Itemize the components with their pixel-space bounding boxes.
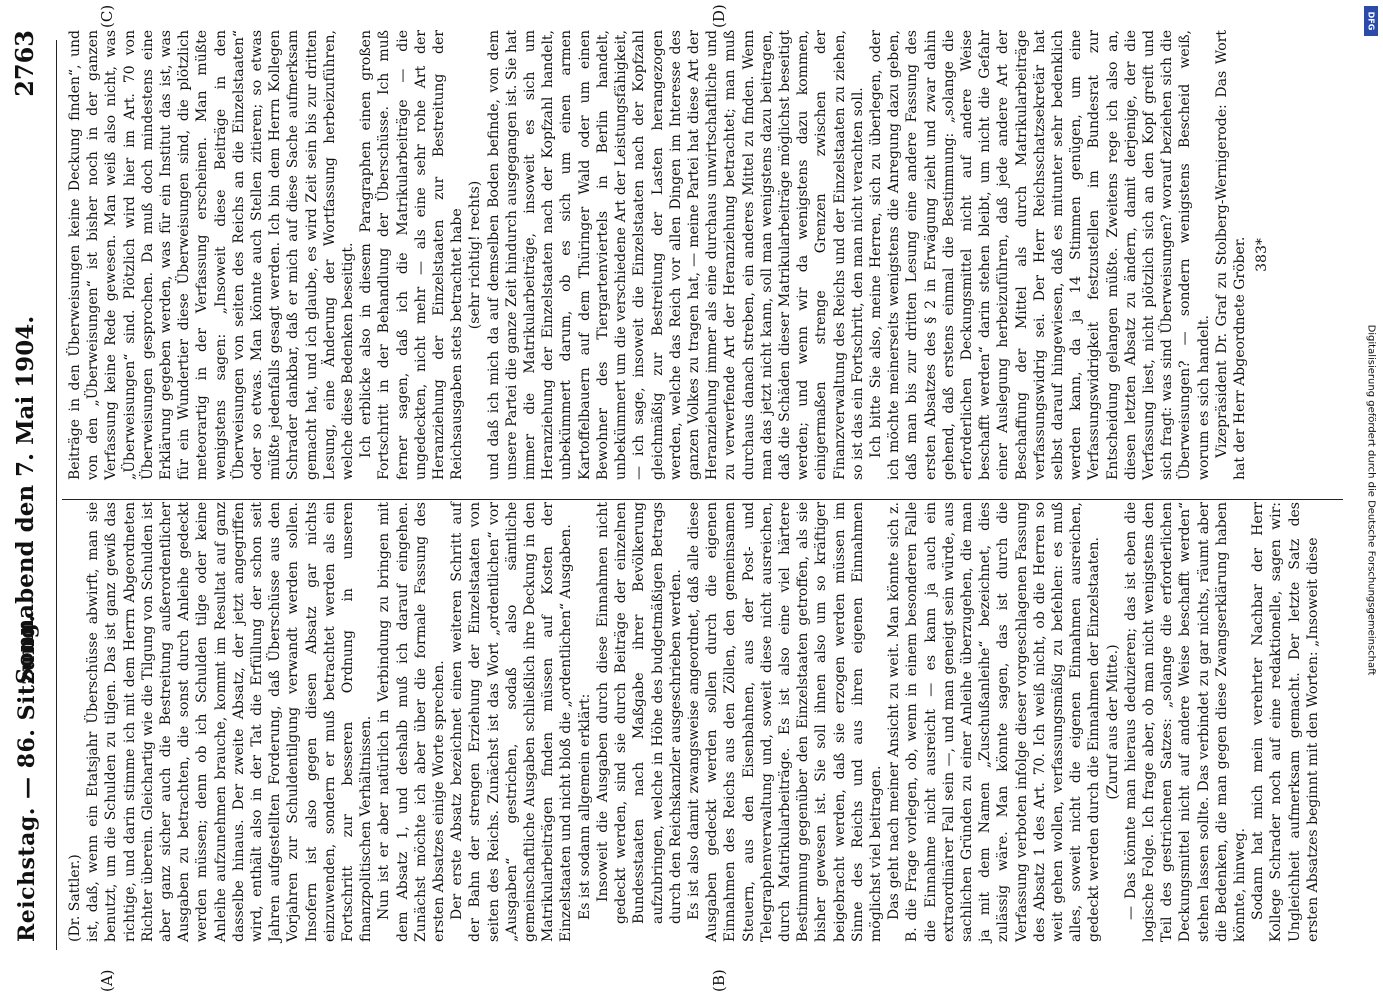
header-date: Sonnabend den 7. Mai 1904. xyxy=(12,315,39,685)
right-column xyxy=(66,30,1271,480)
interjection: (sehr richtig! rechts) xyxy=(467,180,484,330)
header-left: Reichstag. — 86. Sitzung. xyxy=(14,614,40,942)
dfg-logo-text: DFG xyxy=(1366,11,1376,31)
interjection: (Zuruf aus der Mitte.) xyxy=(1104,644,1121,800)
paragraph: Ich erblicke also in diesem Paragraphen einen großen Fortschritt in der Behandlung der Überschüsse. Ich muß ferner sagen, daß ich die Matrikularbeiträge — die ungedeckten, nicht mehr — als eine sehr rohe Art der Heranziehung der Einzelstaaten zur Bestreitung der Reichsausgaben stets betrachtet habe xyxy=(358,30,466,480)
quotation: Insoweit die Ausgaben durch diese Einnahmen nicht gedeckt werden, sind sie durch Beiträge der einzelnen Bundesstaaten nach Maßgabe ihrer Bevölkerung aufzubringen, welche in Höhe des budgetmäßigen Betrags durch den Reichskanzler ausgeschrieben werden. xyxy=(594,502,684,924)
paragraph: Es ist sodann allgemein erklärt: xyxy=(576,693,593,920)
paragraph: Sodann hat mich mein verehrter Nachbar der Herr Kollege Schrader noch auf eine redaktionelle, sagen wir: Ungleichheit aufmerksam gemacht. Der letzte Satz des ersten Absatzes beginnt mit den Worten: „Insoweit diese xyxy=(1250,502,1321,942)
header-rule xyxy=(56,40,57,950)
margin-mark-b: (B) xyxy=(710,969,728,992)
speaker-tag: (Dr. Sattler.) xyxy=(67,854,83,942)
paragraph: — Das könnte man hieraus deduzieren; das ist eben die logische Folge. Ich frage aber, ob man nicht wenigstens den Teil des gestrichenen Satzes: „solange die erforderlichen Deckungsmittel nicht auf andere Weise beschafft werden“ stehen lassen sollte. Das verbindet zu gar nichts, räumt aber die Bedenken, die man gegen diese Zwangserklärung haben könnte, hinweg. xyxy=(1122,502,1248,942)
credit-text: Digitalisierung gefördert durch die Deutsche Forschungsgemeinschaft xyxy=(1365,324,1377,676)
paragraph: und daß ich mich da auf demselben Boden befinde, von dem unsere Partei die ganze Zeit hindurch ausgegangen ist. Sie hat immer die Matrikularbeiträge, insoweit es sich um Heranziehung der Einzelstaaten nach der Kopfzahl handelt, unbekümmert darum, ob es sich um einen armen Kartoffelbauern auf dem Thüringer Wald oder um einen Bewohner des Tiergartenviertels in Berlin handelt, unbekümmert um die verschiedene Art der Leistungsfähigkeit, — ich sage, insoweit die Einzelstaaten nach der Kopfzahl gleichmäßig zur Bestreitung der Lasten herangezogen werden, welche das Reich vor allen Dingen im Interesse des ganzen Volkes zu tragen hat, — meine Partei hat diese Art der Heranziehung immer als eine durchaus unwirtschaftliche und zu verwerfende Art der Heranziehung betrachtet; man muß durchaus danach streben, ein anderes Mittel zu finden. Wenn man das jetzt nicht kann, soll man wenigstens dazu beitragen, daß die Schäden dieser Matrikularbeiträge möglichst beseitigt werden; und wenn wir da wenigstens dazu kommen, einigermaßen strenge Grenzen zwischen der Finanzverwaltung des Reichs und der Einzelstaaten zu ziehen, so ist das ein Fortschritt, den man nicht verachten soll. xyxy=(485,30,866,480)
margin-mark-a: (A) xyxy=(98,969,116,992)
paragraph: Das geht nach meiner Ansicht zu weit. Man könnte sich z. B. die Frage vorlegen, ob, wenn in einem besonderen Falle die Einnahme nicht ausreicht — es kann ja auch ein extraordinärer Fall sein —, und man geneigt sein würde, aus sachlichen Gründen zu einer Anleihe überzugehen, die man ja mit dem Namen „Zuschußanleihe“ bezeichnet, dies zulässig wäre. Man könnte sagen, das ist durch die Verfassung verboten infolge dieser vorgeschlagenen Fassung des Absatz 1 des Art. 70. Ich weiß nicht, ob die Herren so weit gehen wollen, verfassungsmäßig zu befehlen: es muß alles, soweit nicht die eigenen Einnahmen ausreichen, gedeckt werden durch die Einnahmen der Einzelstaaten. xyxy=(886,502,1103,942)
margin-mark-d: (D) xyxy=(710,4,728,28)
paragraph: Ich bitte Sie also, meine Herren, sich zu überlegen, oder ich möchte meinerseits wenigstens die Anregung dazu geben, daß man bis zur dritten Lesung eine andere Fassung des ersten Absatzes des § 2 in Erwägung zieht und zwar dahin gehend, daß erstens einmal die Bestimmung: „solange die erforderlichen Deckungsmittel nicht auf andere Weise beschafft werden“ darin stehen bleibt, um nicht die Gefahr einer Auslegung herbeizuführen, daß jede andere Art der Beschaffung der Mittel als durch Matrikularbeiträge verfassungswidrig sei. Der Herr Reichsschatzsekretär hat selbst darauf hingewiesen, daß es mitunter sehr bedenklich werden kann, da ja 14 Stimmen genügen, um eine Verfassungswidrigkeit festzustellen im Bundesrat zur Entscheidung gelangen müßte. Zweitens rege ich also an, diesen letzten Absatz zu ändern, damit derjenige, der die Verfassung liest, nicht plötzlich sich an den Kopf greift und sich fragt: was sind Überweisungen? worauf beziehen sich die Überweisungen? — sondern wenigstens Bescheid weiß, worum es sich handelt. xyxy=(867,30,1212,480)
president-remark: Vizepräsident Dr. Graf zu Stolberg-Wernigerode: Das Wort hat der Herr Abgeordnete Gröber. xyxy=(1213,30,1248,480)
paragraph: Der erste Absatz bezeichnet einen weiteren Schritt auf der Bahn der strengen Erziehung der Einzelstaaten von seiten des Reichs. Zunächst ist das Wort „ordentlichen“ vor „Ausgaben“ gestrichen, sodaß also sämtliche gemeinschaftliche Ausgaben schließlich ihre Deckung in den Matrikularbeiträgen finden müssen auf Kosten der Einzelstaaten und nicht bloß die „ordentlichen“ Ausgaben. xyxy=(449,502,575,942)
dfg-logo xyxy=(1364,6,1378,36)
margin-mark-c: (C) xyxy=(98,4,116,28)
paragraph: ist, daß, wenn ein Etatsjahr Überschüsse abwirft, man sie benutzt, um die Schulden zu tilgen. Das ist ganz gewiß das richtige, und darin stimme ich mit dem Herrn Abgeordneten Richter überein. Gleichartig wie die Tilgung von Schulden ist aber ganz sicher auch die Bestreitung außerordentlicher Ausgaben zu betrachten, die sonst durch Anleihe gedeckt werden müssen; denn ob ich Schulden tilge oder keine Anleihe aufzunehmen brauche, kommt im Resultat auf ganz dasselbe hinaus. Der zweite Absatz, der jetzt angegriffen wird, enthält also in der Tat die Erfüllung der schon seit Jahren aufgestellten Forderung, daß Überschüsse aus den Vorjahren zur Schuldentilgung verwandt werden sollen. Insofern ist also gegen diesen Absatz gar nichts einzuwenden, sondern er muß betrachtet werden als ein Fortschritt zur besseren Ordnung in unseren finanzpolitischen Verhältnissen. xyxy=(85,502,375,942)
column-separator xyxy=(62,499,1343,500)
paragraph: Es ist also damit zwangsweise angeordnet, daß alle diese Ausgaben gedeckt werden sollen durch die eigenen Einnahmen des Reichs aus den Zöllen, den gemeinsamen Steuern, aus den Eisenbahnen, aus der Post- und Telegraphenverwaltung und, soweit diese nicht ausreichen, durch Matrikularbeiträge. Es ist also eine viel härtere Bestimmung gegenüber den Einzelstaaten getroffen, als sie bisher gewesen ist. Sie soll ihnen also um so kräftiger beigebracht werden, daß sie erzogen werden müssen im Sinne des Reichs und aus ihren eigenen Einnahmen möglichst viel beitragen. xyxy=(685,502,884,942)
paragraph: Nun ist er aber natürlich in Verbindung zu bringen mit dem Absatz 1, und deshalb muß ich darauf eingehen. Zunächst möchte ich aber über die formale Fassung des ersten Absatzes einige Worte sprechen. xyxy=(376,502,448,942)
page-number: 2763 xyxy=(10,30,39,97)
credit-strip xyxy=(1361,0,1381,1000)
signature-mark: 383* xyxy=(1254,238,1271,272)
left-column xyxy=(66,502,1322,942)
page-header xyxy=(0,30,62,970)
paragraph: Beiträge in den Überweisungen keine Deckung finden“, und von den „Überweisungen“ ist bisher noch in der ganzen Verfassung keine Rede gewesen. Man weiß also nicht, was „Überweisungen“ sind. Plötzlich wird hier im Art. 70 von Überweisungen gesprochen. Da muß doch mindestens eine Erklärung gegeben werden, was für ein Institut das ist, was für ein Wundertier diese Überweisungen sind, die plötzlich meteorartig in der Verfassung erscheinen. Man müßte wenigstens sagen: „Insoweit diese Beiträge in den Überweisungen von seiten des Reichs an die Einzelstaaten“ oder so etwas. Man könnte auch Stellen zitieren; so etwas müßte jedenfalls gesagt werden. Ich bin dem Herrn Kollegen Schrader dankbar, daß er mich auf diese Sache aufmerksam gemacht hat, und ich glaube, es wird Zeit sein bis zur dritten Lesung, eine Änderung der Wortfassung herbeizuführen, welche diese Bedenken beseitigt. xyxy=(67,30,357,480)
